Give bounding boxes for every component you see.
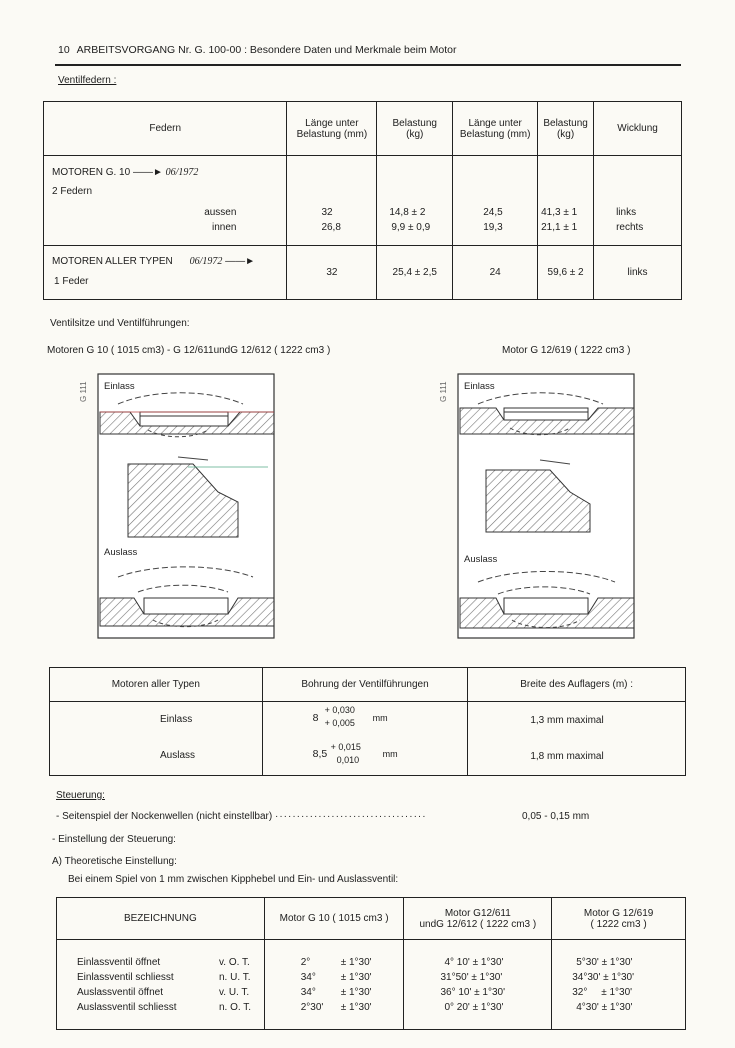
- svg-text:G 111: G 111: [439, 381, 448, 402]
- svg-text:G 111: G 111: [79, 381, 88, 402]
- inlet-label: Einlass: [104, 381, 135, 392]
- timing-heading: Steuerung:: [56, 790, 105, 801]
- col-length2: Länge unter Belastung (mm): [453, 102, 538, 156]
- inlet-label: Einlass: [464, 381, 495, 392]
- header-rule: [55, 64, 681, 66]
- timing-table: [56, 897, 686, 1030]
- table-header-row: [44, 102, 682, 156]
- play-label: Bei einem Spiel von 1 mm zwischen Kipphebel und Ein- und Auslassventil:: [68, 874, 399, 885]
- group1-subtitle: 2 Federn: [52, 186, 93, 197]
- table-header-row: Motoren aller Typen Bohrung der Ventilführungen Breite des Auflagers (m) :: [50, 668, 686, 702]
- col-load2: Belastung (kg): [538, 102, 594, 156]
- group1-title: MOTOREN G. 10: [52, 167, 131, 178]
- outlet-label: Auslass: [104, 547, 138, 558]
- timing-setting-label: - Einstellung der Steuerung:: [52, 834, 176, 845]
- group1-cell: [44, 156, 287, 246]
- camshaft-value: 0,05 - 0,15 mm: [522, 811, 590, 822]
- page-title: ARBEITSVORGANG Nr. G. 100-00 : Besondere Daten und Merkmale beim Motor: [76, 44, 457, 56]
- col-springs: Federn: [44, 102, 287, 156]
- page-header: [58, 44, 457, 56]
- theory-label: A) Theoretische Einstellung:: [52, 856, 177, 867]
- group2-subtitle: 1 Feder: [54, 276, 89, 287]
- col-length1: Länge unter Belastung (mm): [287, 102, 377, 156]
- outlet-label: Auslass: [464, 554, 498, 565]
- left-diagram-caption: Motoren G 10 ( 1015 cm3) - G 12/611undG 12/612 ( 1222 cm3 ): [47, 345, 331, 356]
- valve-springs-heading: Ventilfedern :: [58, 75, 117, 86]
- arrow-icon: ——►: [225, 256, 256, 267]
- group1-date: 06/1972: [165, 167, 199, 178]
- table-row: MOTOREN G. 10 ——► 06/1972 2 Federn aussen innen 32 26,8 14,8 ± 2 9,9 ± 0,9 24,5 19,3 41,3 ± 1 21,1 ± 1 links rechts: [44, 156, 682, 246]
- arrow-icon: ——►: [132, 167, 163, 178]
- right-diagram-caption: Motor G 12/619 ( 1222 cm3 ): [502, 345, 631, 356]
- table-row: MOTOREN ALLER TYPEN 06/1972 ——► 1 Feder 32 25,4 ± 2,5 24 59,6 ± 2 links: [44, 246, 682, 300]
- right-valve-seat-diagram: [440, 372, 640, 640]
- valve-springs-table: [43, 101, 682, 300]
- col-load1: Belastung (kg): [377, 102, 453, 156]
- table-row: Einlass Auslass 8 + 0,030 + 0,005 mm 8,5 + 0,015 0,010 mm 1,3 mm maximal 1,8 mm maximal: [50, 702, 686, 776]
- col-winding: Wicklung: [594, 102, 682, 156]
- table-row: Einlassventil öffnet v. O. T. Einlassventil schliesst n. U. T. Auslassventil öffnet v. U. T. Auslassventil schliesst n. O. T. 2° ± 1°30' 34° ± 1°30' 34° ± 1°30' 2°30' ± 1°30' 4° 10' ± 1°30' 31°50' ± 1°30' 36° 10' ± 1°30' 0° 20' ± 1°30' 5°30' ± 1°30' 34°30' ± 1°30' 32° ± 1°30' 4°30' ± 1°30': [57, 940, 686, 1030]
- page-number: 10: [58, 44, 70, 56]
- valve-seats-heading: Ventilsitze und Ventilführungen:: [50, 318, 190, 329]
- camshaft-label: - Seitenspiel der Nockenwellen (nicht einstellbar) ···································: [56, 811, 427, 822]
- group2-cell: [44, 246, 287, 300]
- group2-date: 06/1972: [189, 256, 223, 267]
- group2-title: MOTOREN ALLER TYPEN: [52, 256, 173, 267]
- group1-row-label: innen: [211, 222, 237, 233]
- valve-guides-table: [49, 667, 686, 776]
- group1-row-label: aussen: [204, 207, 237, 218]
- table-header-row: BEZEICHNUNG Motor G 10 ( 1015 cm3 ) Motor G12/611 undG 12/612 ( 1222 cm3 ) Motor G 12/619 ( 1222 cm3 ): [57, 898, 686, 940]
- left-valve-seat-diagram: [78, 372, 278, 640]
